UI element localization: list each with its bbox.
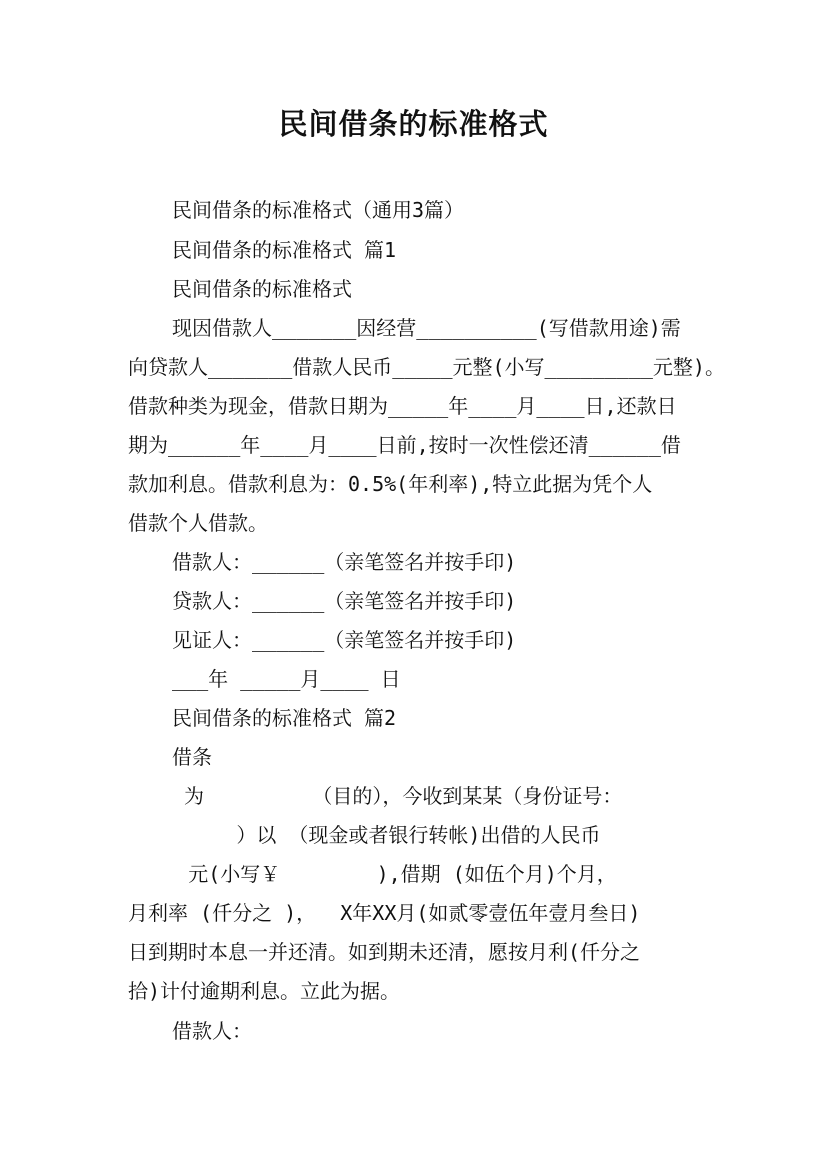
borrower-label: 借款人： xyxy=(172,1019,252,1043)
lender-signature-line: 贷款人：______（亲笔签名并按手印) xyxy=(172,589,517,613)
paragraph-line: 为 （目的），今收到某某（身份证号： xyxy=(172,784,623,808)
paragraph-line: 款加利息。借款利息为：0.5%(年利率),特立此据为凭个人 xyxy=(128,472,653,496)
paragraph-line: ）以 （现金或者银行转帐)出借的人民币 xyxy=(128,823,601,847)
paragraph-line: 月利率 (仟分之 )， X年XX月(如贰零壹伍年壹月叁日) xyxy=(128,901,641,925)
paragraph-line: 元(小写￥ ),借期 (如伍个月)个月， xyxy=(128,862,617,886)
borrower-signature-line: 借款人：______（亲笔签名并按手印) xyxy=(172,550,517,574)
subtitle-line: 民间借条的标准格式（通用3篇） xyxy=(172,198,465,222)
paragraph-line: 期为______年____月____日前,按时一次性偿还清______借 xyxy=(128,433,681,457)
section-heading-1: 民间借条的标准格式 篇1 xyxy=(172,238,397,262)
paragraph-line: 拾)计付逾期利息。立此为据。 xyxy=(128,979,401,1003)
witness-signature-line: 见证人：______（亲笔签名并按手印) xyxy=(172,628,517,652)
paragraph-line: 现因借款人_______因经营__________(写借款用途)需 xyxy=(172,316,681,340)
date-line: ___年 _____月____ 日 xyxy=(172,667,401,691)
paragraph-line: 日到期时本息一并还清。如到期未还清，愿按月利(仟分之 xyxy=(128,940,641,964)
paragraph-line: 借款种类为现金，借款日期为_____年____月____日,还款日 xyxy=(128,394,677,418)
sub-heading: 民间借条的标准格式 xyxy=(172,277,352,301)
paragraph-line: 借款个人借款。 xyxy=(128,511,268,535)
iou-heading: 借条 xyxy=(172,745,212,769)
paragraph-line: 向贷款人_______借款人民币_____元整(小写_________元整)。 xyxy=(128,355,725,379)
document-title: 民间借条的标准格式 xyxy=(278,107,549,141)
section-heading-2: 民间借条的标准格式 篇2 xyxy=(172,706,397,730)
